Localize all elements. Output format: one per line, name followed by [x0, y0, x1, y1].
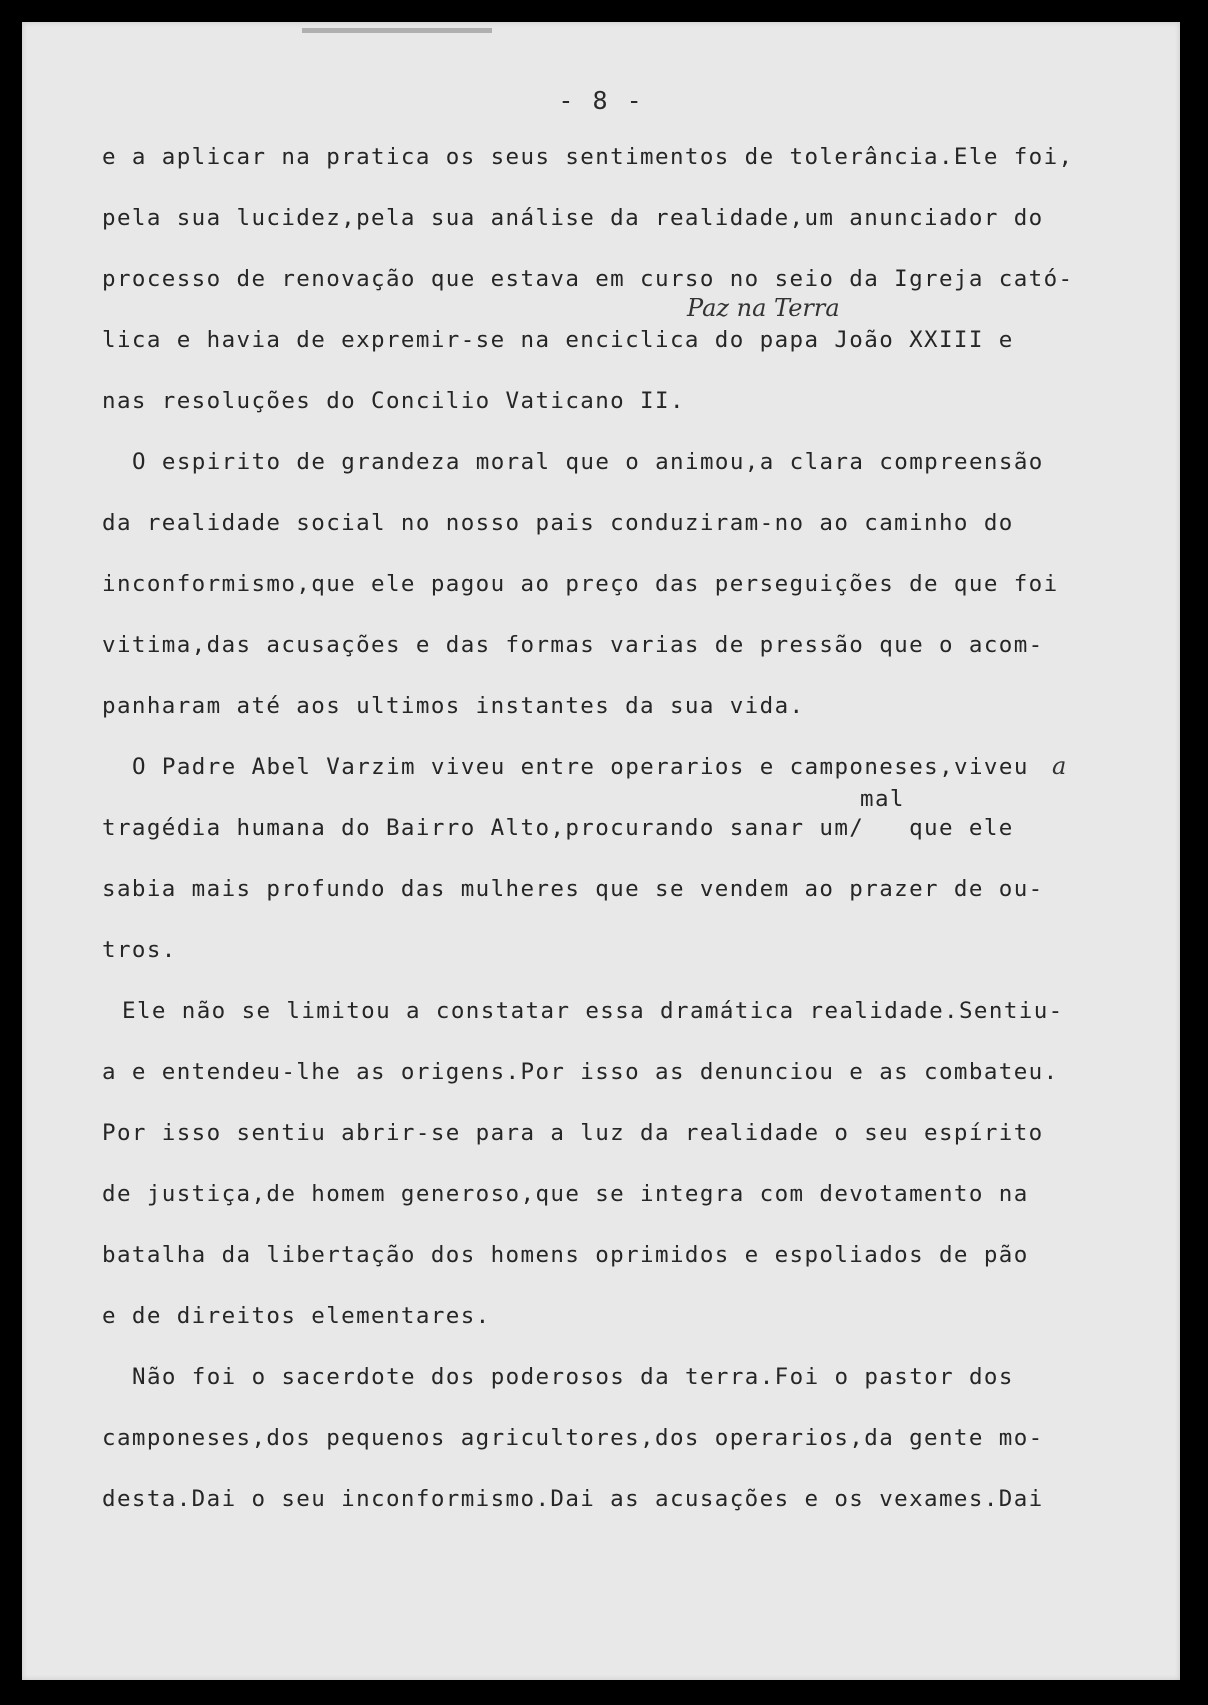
handwritten-insert: Paz na Terra [687, 294, 840, 322]
document-page [22, 22, 1180, 1680]
text-line: pela sua lucidez,pela sua análise da realidade,um anunciador do [102, 205, 1044, 231]
text-line: batalha da libertação dos homens oprimidos e espoliados de pão [102, 1242, 1029, 1268]
handwritten-a: a [1052, 752, 1067, 780]
text-line: e a aplicar na pratica os seus sentimentos de tolerância.Ele foi, [102, 144, 1074, 170]
text-line: de justiça,de homem generoso,que se integra com devotamento na [102, 1181, 1029, 1207]
text-line: da realidade social no nosso pais conduziram-no ao caminho do [102, 510, 1014, 536]
text-line: e de direitos elementares. [102, 1303, 491, 1329]
text-line: processo de renovação que estava em curso no seio da Igreja cató- [102, 266, 1074, 292]
paragraph-first-line: Não foi o sacerdote dos poderosos da terra.Foi o pastor dos [132, 1364, 1014, 1390]
text-line: sabia mais profundo das mulheres que se vendem ao prazer de ou- [102, 876, 1044, 902]
text-line: nas resoluções do Concilio Vaticano II. [102, 388, 685, 414]
text-line: camponeses,dos pequenos agricultores,dos operarios,da gente mo- [102, 1425, 1044, 1451]
paragraph-first-line: O Padre Abel Varzim viveu entre operarios e camponeses,viveu [132, 754, 1029, 780]
text-line: Por isso sentiu abrir-se para a luz da realidade o seu espírito [102, 1120, 1044, 1146]
text-line: lica e havia de expremir-se na enciclica do papa João XXIII e [102, 327, 1014, 353]
text-line: desta.Dai o seu inconformismo.Dai as acusações e os vexames.Dai [102, 1486, 1044, 1512]
scan-smudge [302, 28, 492, 33]
text-line: tragédia humana do Bairro Alto,procurando sanar um/ que ele [102, 815, 1014, 841]
text-line: vitima,das acusações e das formas varias de pressão que o acom- [102, 632, 1044, 658]
text-line: panharam até aos ultimos instantes da sua vida. [102, 693, 805, 719]
paragraph-first-line: Ele não se limitou a constatar essa dramática realidade.Sentiu- [122, 998, 1064, 1024]
text-line: inconformismo,que ele pagou ao preço das perseguições de que foi [102, 571, 1059, 597]
typed-insert-mal: mal [860, 786, 905, 812]
paragraph-first-line: O espirito de grandeza moral que o animou,a clara compreensão [132, 449, 1044, 475]
text-line: a e entendeu-lhe as origens.Por isso as denunciou e as combateu. [102, 1059, 1059, 1085]
page-number: - 8 - [558, 86, 644, 115]
text-line: tros. [102, 937, 177, 963]
